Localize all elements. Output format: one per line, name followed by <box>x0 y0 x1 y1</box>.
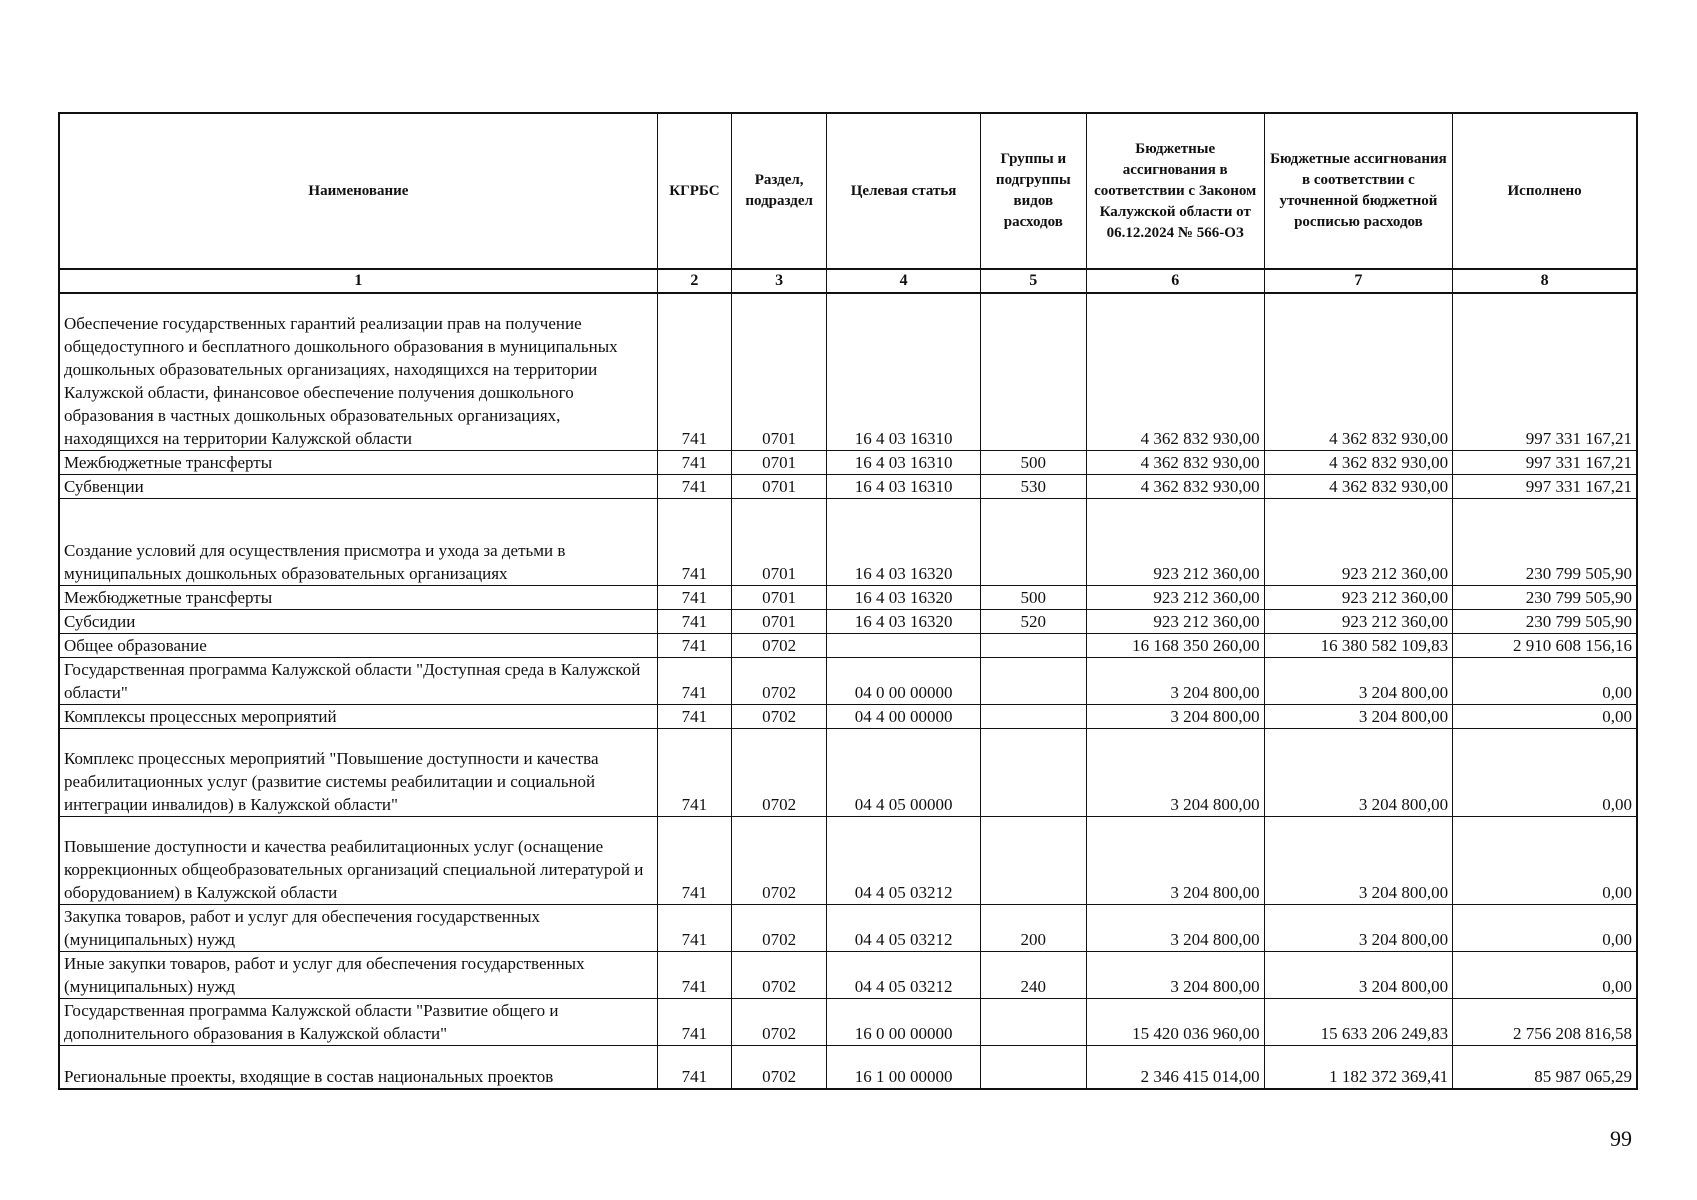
header-refined: Бюджетные ассигнования в соответствии с уточненной бюджетной росписью расходов <box>1264 113 1453 269</box>
row-law-amount: 923 212 360,00 <box>1086 585 1264 609</box>
row-executed-amount: 0,00 <box>1453 904 1637 951</box>
row-refined-amount: 1 182 372 369,41 <box>1264 1045 1453 1089</box>
header-groups: Группы и подгруппы видов расходов <box>980 113 1086 269</box>
row-refined-amount: 3 204 800,00 <box>1264 951 1453 998</box>
row-expense-group <box>980 1045 1086 1089</box>
table-row <box>59 585 1637 609</box>
row-kgrbs: 741 <box>657 657 731 704</box>
row-executed-amount: 85 987 065,29 <box>1453 1045 1637 1089</box>
row-section: 0702 <box>731 951 826 998</box>
row-target-article: 16 4 03 16320 <box>827 585 981 609</box>
row-refined-amount: 923 212 360,00 <box>1264 609 1453 633</box>
column-number: 4 <box>827 269 981 293</box>
row-expense-group: 530 <box>980 474 1086 498</box>
row-refined-amount: 3 204 800,00 <box>1264 728 1453 816</box>
row-section: 0702 <box>731 704 826 728</box>
table-row <box>59 1045 1637 1089</box>
row-expense-group <box>980 657 1086 704</box>
row-section: 0702 <box>731 904 826 951</box>
table-row <box>59 704 1637 728</box>
row-name: Закупка товаров, работ и услуг для обеспечения государственных (муниципальных) нужд <box>59 904 657 951</box>
row-section: 0702 <box>731 998 826 1045</box>
row-executed-amount: 2 910 608 156,16 <box>1453 633 1637 657</box>
row-refined-amount: 3 204 800,00 <box>1264 904 1453 951</box>
row-name: Комплекс процессных мероприятий "Повышение доступности и качества реабилитационных услуг (развитие системы реабилитации и социальной интеграции инвалидов) в Калужской области" <box>59 728 657 816</box>
row-law-amount: 4 362 832 930,00 <box>1086 474 1264 498</box>
row-name: Комплексы процессных мероприятий <box>59 704 657 728</box>
row-law-amount: 3 204 800,00 <box>1086 904 1264 951</box>
column-number: 7 <box>1264 269 1453 293</box>
row-expense-group: 240 <box>980 951 1086 998</box>
row-name: Общее образование <box>59 633 657 657</box>
row-refined-amount: 16 380 582 109,83 <box>1264 633 1453 657</box>
row-kgrbs: 741 <box>657 998 731 1045</box>
row-expense-group <box>980 293 1086 450</box>
row-refined-amount: 3 204 800,00 <box>1264 657 1453 704</box>
page-number: 99 <box>1610 1126 1632 1151</box>
row-law-amount: 3 204 800,00 <box>1086 704 1264 728</box>
row-name: Межбюджетные трансферты <box>59 450 657 474</box>
row-law-amount: 3 204 800,00 <box>1086 951 1264 998</box>
row-expense-group: 500 <box>980 450 1086 474</box>
header-name: Наименование <box>59 113 657 269</box>
row-target-article: 16 4 03 16320 <box>827 498 981 585</box>
row-name: Обеспечение государственных гарантий реализации прав на получение общедоступного и бесплатного дошкольного образования в муниципальных дошкольных образовательных организациях, находящихся на территории Калужской области, финансовое обеспечение получения дошкольного образования в частных дошкольных образовательных организациях, находящихся на территории Калужской области <box>59 293 657 450</box>
row-expense-group <box>980 998 1086 1045</box>
row-name: Государственная программа Калужской области "Доступная среда в Калужской области" <box>59 657 657 704</box>
table-body <box>59 293 1637 1089</box>
row-kgrbs: 741 <box>657 728 731 816</box>
row-refined-amount: 15 633 206 249,83 <box>1264 998 1453 1045</box>
row-executed-amount: 0,00 <box>1453 657 1637 704</box>
row-name: Субвенции <box>59 474 657 498</box>
row-kgrbs: 741 <box>657 633 731 657</box>
row-target-article: 16 4 03 16310 <box>827 474 981 498</box>
row-kgrbs: 741 <box>657 704 731 728</box>
row-kgrbs: 741 <box>657 450 731 474</box>
row-refined-amount: 3 204 800,00 <box>1264 704 1453 728</box>
table-row <box>59 904 1637 951</box>
row-target-article: 16 4 03 16310 <box>827 293 981 450</box>
row-refined-amount: 4 362 832 930,00 <box>1264 450 1453 474</box>
table-row <box>59 498 1637 585</box>
row-expense-group: 200 <box>980 904 1086 951</box>
row-name: Создание условий для осуществления присмотра и ухода за детьми в муниципальных дошкольных образовательных организациях <box>59 498 657 585</box>
row-executed-amount: 230 799 505,90 <box>1453 585 1637 609</box>
row-law-amount: 3 204 800,00 <box>1086 728 1264 816</box>
row-name: Повышение доступности и качества реабилитационных услуг (оснащение коррекционных общеобразовательных организаций специальной литературой и оборудованием) в Калужской области <box>59 816 657 904</box>
row-law-amount: 3 204 800,00 <box>1086 657 1264 704</box>
row-executed-amount: 230 799 505,90 <box>1453 609 1637 633</box>
column-number: 5 <box>980 269 1086 293</box>
table-row <box>59 998 1637 1045</box>
row-law-amount: 923 212 360,00 <box>1086 609 1264 633</box>
row-section: 0701 <box>731 498 826 585</box>
row-section: 0701 <box>731 293 826 450</box>
row-executed-amount: 0,00 <box>1453 704 1637 728</box>
row-section: 0701 <box>731 474 826 498</box>
row-target-article: 04 4 05 00000 <box>827 728 981 816</box>
row-target-article: 16 0 00 00000 <box>827 998 981 1045</box>
row-section: 0702 <box>731 633 826 657</box>
row-law-amount: 4 362 832 930,00 <box>1086 293 1264 450</box>
column-number: 1 <box>59 269 657 293</box>
header-kgrbs: КГРБС <box>657 113 731 269</box>
row-kgrbs: 741 <box>657 1045 731 1089</box>
row-refined-amount: 923 212 360,00 <box>1264 498 1453 585</box>
row-section: 0701 <box>731 609 826 633</box>
row-law-amount: 2 346 415 014,00 <box>1086 1045 1264 1089</box>
row-law-amount: 15 420 036 960,00 <box>1086 998 1264 1045</box>
row-kgrbs: 741 <box>657 904 731 951</box>
row-refined-amount: 4 362 832 930,00 <box>1264 293 1453 450</box>
row-executed-amount: 0,00 <box>1453 951 1637 998</box>
table-row <box>59 633 1637 657</box>
row-executed-amount: 997 331 167,21 <box>1453 474 1637 498</box>
row-name: Региональные проекты, входящие в состав национальных проектов <box>59 1045 657 1089</box>
table-row <box>59 951 1637 998</box>
row-section: 0702 <box>731 728 826 816</box>
row-expense-group: 500 <box>980 585 1086 609</box>
row-section: 0701 <box>731 450 826 474</box>
row-executed-amount: 230 799 505,90 <box>1453 498 1637 585</box>
column-number: 6 <box>1086 269 1264 293</box>
budget-table <box>58 112 1638 1090</box>
row-name: Субсидии <box>59 609 657 633</box>
row-expense-group <box>980 633 1086 657</box>
row-target-article: 04 4 05 03212 <box>827 904 981 951</box>
row-target-article: 04 4 05 03212 <box>827 951 981 998</box>
row-refined-amount: 923 212 360,00 <box>1264 585 1453 609</box>
row-section: 0701 <box>731 585 826 609</box>
row-law-amount: 4 362 832 930,00 <box>1086 450 1264 474</box>
row-executed-amount: 0,00 <box>1453 728 1637 816</box>
header-law: Бюджетные ассигнования в соответствии с Законом Калужской области от 06.12.2024 № 566-ОЗ <box>1086 113 1264 269</box>
row-executed-amount: 997 331 167,21 <box>1453 450 1637 474</box>
row-target-article <box>827 633 981 657</box>
row-section: 0702 <box>731 1045 826 1089</box>
row-kgrbs: 741 <box>657 474 731 498</box>
row-executed-amount: 997 331 167,21 <box>1453 293 1637 450</box>
table-row <box>59 293 1637 450</box>
row-refined-amount: 4 362 832 930,00 <box>1264 474 1453 498</box>
row-kgrbs: 741 <box>657 293 731 450</box>
row-expense-group <box>980 728 1086 816</box>
table-row <box>59 657 1637 704</box>
row-executed-amount: 0,00 <box>1453 816 1637 904</box>
header-executed: Исполнено <box>1453 113 1637 269</box>
row-target-article: 04 4 00 00000 <box>827 704 981 728</box>
row-kgrbs: 741 <box>657 951 731 998</box>
header-row <box>59 113 1637 269</box>
column-number: 8 <box>1453 269 1637 293</box>
row-name: Межбюджетные трансферты <box>59 585 657 609</box>
table-row <box>59 728 1637 816</box>
row-expense-group <box>980 704 1086 728</box>
table-row <box>59 450 1637 474</box>
row-target-article: 04 4 05 03212 <box>827 816 981 904</box>
table-row <box>59 609 1637 633</box>
row-executed-amount: 2 756 208 816,58 <box>1453 998 1637 1045</box>
row-kgrbs: 741 <box>657 498 731 585</box>
header-section: Раздел, подраздел <box>731 113 826 269</box>
row-kgrbs: 741 <box>657 585 731 609</box>
row-expense-group <box>980 816 1086 904</box>
row-section: 0702 <box>731 816 826 904</box>
row-section: 0702 <box>731 657 826 704</box>
row-law-amount: 16 168 350 260,00 <box>1086 633 1264 657</box>
row-name: Государственная программа Калужской области "Развитие общего и дополнительного образования в Калужской области" <box>59 998 657 1045</box>
row-kgrbs: 741 <box>657 816 731 904</box>
row-target-article: 16 4 03 16320 <box>827 609 981 633</box>
table-row <box>59 474 1637 498</box>
row-kgrbs: 741 <box>657 609 731 633</box>
column-number: 3 <box>731 269 826 293</box>
row-target-article: 16 4 03 16310 <box>827 450 981 474</box>
row-target-article: 16 1 00 00000 <box>827 1045 981 1089</box>
row-law-amount: 3 204 800,00 <box>1086 816 1264 904</box>
header-target: Целевая статья <box>827 113 981 269</box>
row-target-article: 04 0 00 00000 <box>827 657 981 704</box>
row-expense-group: 520 <box>980 609 1086 633</box>
table-row <box>59 816 1637 904</box>
row-law-amount: 923 212 360,00 <box>1086 498 1264 585</box>
row-expense-group <box>980 498 1086 585</box>
row-name: Иные закупки товаров, работ и услуг для обеспечения государственных (муниципальных) нужд <box>59 951 657 998</box>
column-number: 2 <box>657 269 731 293</box>
row-refined-amount: 3 204 800,00 <box>1264 816 1453 904</box>
column-number-row <box>59 269 1637 293</box>
